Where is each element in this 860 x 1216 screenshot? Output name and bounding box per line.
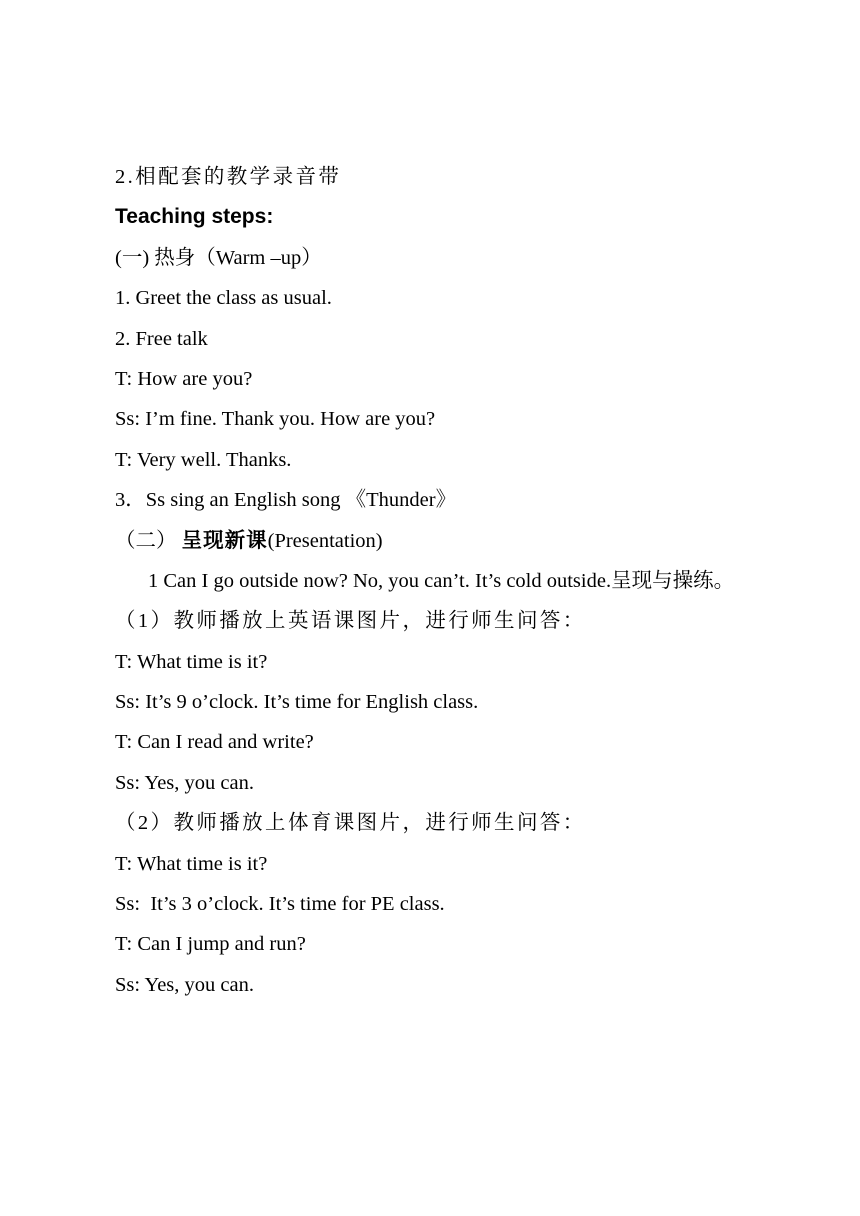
dialogue-line: T: How are you?	[115, 367, 253, 390]
warmup-section-title: (一) 热身（Warm –up）	[115, 246, 322, 269]
dialogue-line: Ss: It’s 3 o’clock. It’s time for PE class.	[115, 893, 445, 916]
greet-line: 1. Greet the class as usual.	[115, 287, 332, 310]
dialogue-line: Ss: It’s 9 o’clock. It’s time for English class.	[115, 691, 479, 714]
free-talk-line: 2. Free talk	[115, 327, 208, 350]
step-two-instruction: （2）教师播放上体育课图片，进行师生问答：	[115, 812, 586, 835]
presentation-section-title	[115, 521, 755, 561]
lesson-plan-body	[115, 157, 755, 1005]
materials-line: 2.相配套的教学录音带	[115, 166, 342, 188]
song-line: 3．Ss sing an English song 《Thunder》	[115, 489, 457, 512]
presentation-label: 呈现新课	[181, 529, 268, 552]
dialogue-line: Ss: Yes, you can.	[115, 973, 254, 996]
step-one-instruction: （1）教师播放上英语课图片，进行师生问答：	[115, 610, 586, 633]
dialogue-line: T: What time is it?	[115, 650, 268, 673]
teaching-steps-heading: Teaching steps:	[115, 205, 274, 229]
presentation-intro: 1 Can I go outside now? No, you can’t. It’s cold outside.呈现与操练。	[148, 569, 735, 592]
presentation-suffix: (Presentation)	[267, 529, 383, 552]
dialogue-line: T: Can I read and write?	[115, 731, 314, 754]
presentation-prefix: （二）	[115, 529, 182, 552]
dialogue-line: T: Can I jump and run?	[115, 933, 306, 956]
dialogue-line: Ss: Yes, you can.	[115, 771, 254, 794]
dialogue-line: T: What time is it?	[115, 852, 268, 875]
dialogue-line: T: Very well. Thanks.	[115, 448, 292, 471]
dialogue-line: Ss: I’m fine. Thank you. How are you?	[115, 408, 436, 431]
